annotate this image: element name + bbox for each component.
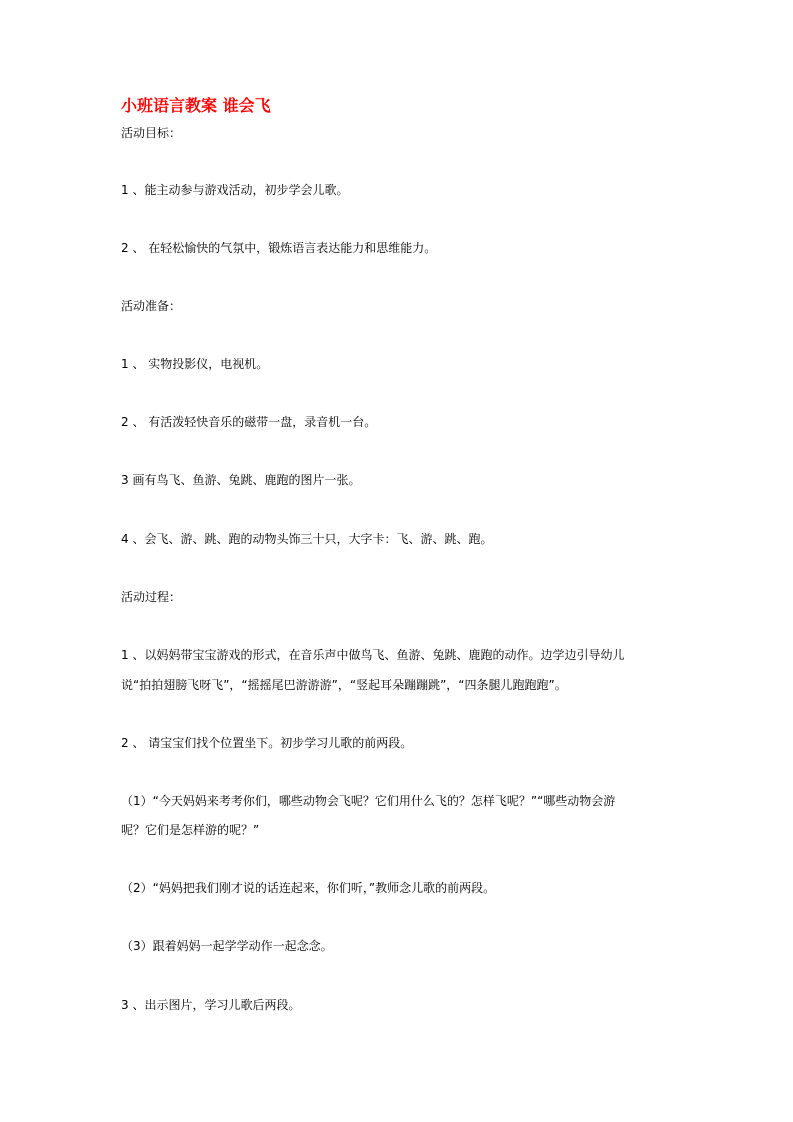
process-item-2: 2 、 请宝宝们找个位置坐下。初步学习儿歌的前两段。 [121, 736, 413, 750]
process-sub-item-1-line-1: （1）“今天妈妈来考考你们，哪些动物会飞呢？它们用什么飞的？怎样飞呢？”“哪些动物会游 [121, 794, 616, 808]
process-sub-item-2: （2）“妈妈把我们刚才说的话连起来，你们听，”教师念儿歌的前两段。 [121, 881, 496, 895]
goal-item-1: 1 、能主动参与游戏活动，初步学会儿歌。 [121, 183, 349, 197]
prep-item-3: 3 画有鸟飞、鱼游、兔跳、鹿跑的图片一张。 [121, 473, 361, 487]
prep-item-2: 2 、 有活泼轻快音乐的磁带一盘，录音机一台。 [121, 415, 377, 429]
prep-item-1: 1 、 实物投影仪，电视机。 [121, 357, 269, 371]
goal-item-2: 2 、 在轻松愉快的气氛中，锻炼语言表达能力和思维能力。 [121, 241, 437, 255]
goals-heading: 活动目标： [121, 126, 182, 140]
prep-heading: 活动准备： [121, 299, 182, 313]
process-heading: 活动过程： [121, 590, 182, 604]
process-item-3: 3 、出示图片，学习儿歌后两段。 [121, 998, 301, 1012]
document-title: 小班语言教案 谁会飞 [121, 96, 271, 115]
process-item-1-line-1: 1 、以妈妈带宝宝游戏的形式，在音乐声中做鸟飞、鱼游、兔跳、鹿跑的动作。边学边引导幼儿 [121, 648, 625, 662]
process-sub-item-3: （3）跟着妈妈一起学学动作一起念念。 [121, 939, 333, 953]
prep-item-4: 4 、会飞、游、跳、跑的动物头饰三十只，大字卡：飞、游、跳、跑。 [121, 532, 493, 546]
process-sub-item-1-line-2: 呢？它们是怎样游的呢？” [121, 823, 260, 837]
process-item-1-line-2: 说“拍拍翅膀飞呀飞”，“摇摇尾巴游游游”，“竖起耳朵蹦蹦跳”，“四条腿儿跑跑跑”。 [121, 678, 567, 692]
